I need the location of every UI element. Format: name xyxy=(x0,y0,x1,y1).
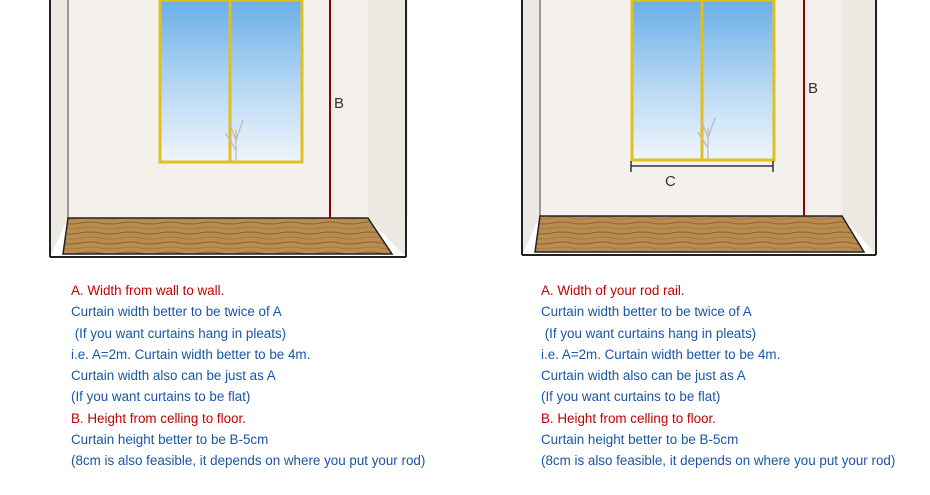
note-line: (8cm is also feasible, it depends on where you put your rod) xyxy=(71,453,426,469)
note-line: B. Height from celling to floor. xyxy=(541,410,716,426)
room-diagram-rod-rail xyxy=(512,0,912,270)
note-line: Curtain width also can be just as A xyxy=(71,368,276,384)
note-line: Curtain width better to be twice of A xyxy=(541,304,752,320)
right-notes xyxy=(541,280,895,472)
note-line: A. Width from wall to wall. xyxy=(71,283,225,298)
note-line: Curtain height better to be B-5cm xyxy=(541,432,739,448)
note-line: (8cm is also feasible, it depends on where you put your rod) xyxy=(541,453,896,469)
note-line: Curtain width also can be just as A xyxy=(541,368,746,384)
left-side-wall xyxy=(50,0,68,257)
wooden-floor xyxy=(63,218,392,254)
room-diagram-wall-to-wall xyxy=(40,0,440,270)
note-line: B. Height from celling to floor. xyxy=(71,410,246,426)
note-line: i.e. A=2m. Curtain width better to be 4m. xyxy=(71,346,311,362)
right-side-wall xyxy=(842,0,876,255)
note-line: i.e. A=2m. Curtain width better to be 4m. xyxy=(541,346,781,362)
note-line: (If you want curtains hang in pleats) xyxy=(541,325,757,341)
right-side-wall xyxy=(368,0,406,257)
label-b: B xyxy=(334,95,345,112)
window xyxy=(632,0,774,160)
note-line: (If you want curtains to be flat) xyxy=(71,389,251,405)
label-b: B xyxy=(808,80,819,97)
left-side-wall xyxy=(522,0,540,255)
note-line: Curtain width better to be twice of A xyxy=(71,304,282,320)
wooden-floor xyxy=(535,216,864,252)
note-line: A. Width of your rod rail. xyxy=(541,283,685,298)
note-line: Curtain height better to be B-5cm xyxy=(71,432,269,448)
window xyxy=(160,0,302,162)
label-c: C xyxy=(665,173,676,190)
note-line: (If you want curtains hang in pleats) xyxy=(71,325,287,341)
note-line: (If you want curtains to be flat) xyxy=(541,389,721,405)
left-notes xyxy=(71,280,425,472)
